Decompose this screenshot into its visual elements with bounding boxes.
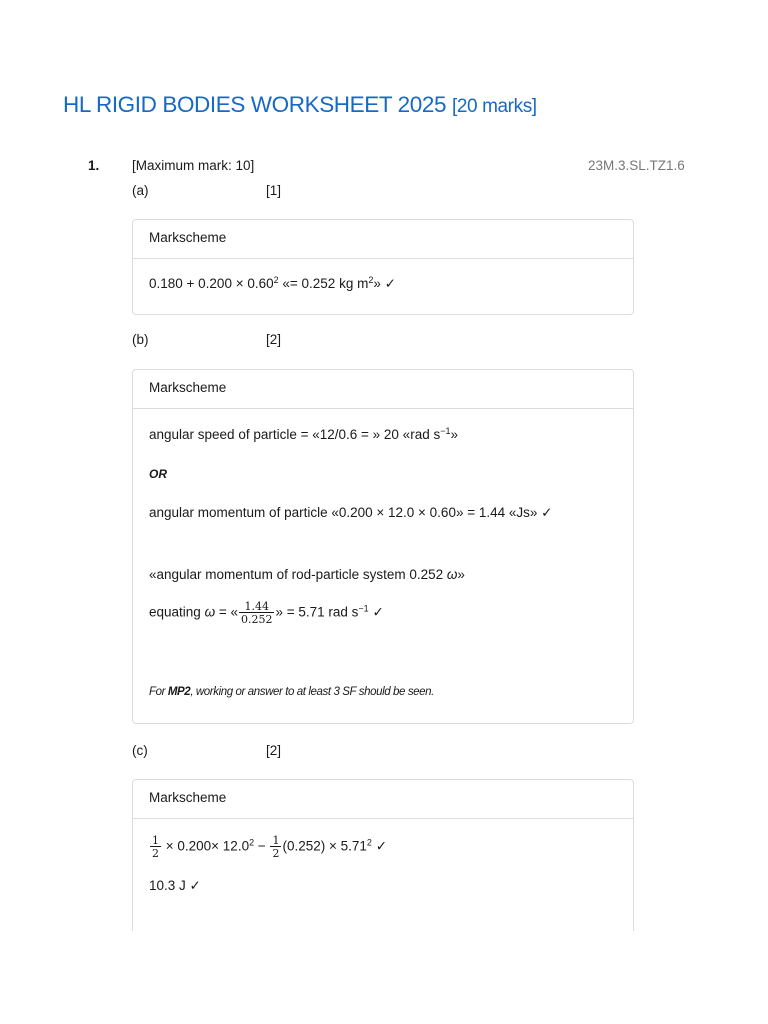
fraction: $\frac{1.44}{0.252}$	[240, 600, 273, 626]
maximum-mark: [Maximum mark: 10]	[132, 158, 255, 173]
markscheme-line: angular speed of particle = «12/0.6 = » 20 «rad $s^{-1}$»	[149, 426, 458, 442]
markscheme-box-c	[132, 779, 634, 939]
markscheme-box-b	[132, 369, 634, 724]
markscheme-line: $\frac{1}{2}$ × $0.200\times 12.0^2$ − $\frac{1}{2}$ $(0.252) \times 5.71^2$ ✓	[152, 834, 387, 860]
markscheme-header: Markscheme	[133, 780, 633, 819]
title-total-marks: [20 marks]	[451, 96, 537, 117]
markscheme-header: Markscheme	[133, 370, 633, 409]
question-reference: 23M.3.SL.TZ1.6	[588, 158, 685, 173]
markscheme-line: $0.180 + 0.200 \times 0.60^2$ «= 0.252 kg $m^2$» ✓	[149, 275, 396, 291]
part-a-label: (a)	[132, 183, 149, 198]
fraction: $\frac{1}{2}$	[152, 834, 159, 860]
markscheme-line: 10.3 J ✓	[149, 878, 201, 893]
markscheme-box-a	[132, 219, 634, 315]
markscheme-line: equating ω = « $\frac{1.44}{0.252}$ » = 5.71 rad $s^{-1}$ ✓	[149, 600, 384, 626]
part-c-label: (c)	[132, 743, 148, 758]
or-separator: OR	[149, 467, 167, 481]
markscheme-line: angular momentum of particle «0.200 × 12.0 × 0.60» = 1.44 «Js» ✓	[149, 505, 553, 520]
part-a-marks: [1]	[266, 183, 282, 198]
title-text: HL RIGID BODIES WORKSHEET 2025	[63, 92, 447, 117]
part-b-label: (b)	[132, 332, 149, 347]
page-title	[63, 92, 537, 118]
markscheme-line: «angular momentum of rod-particle system 0.252 ω»	[149, 567, 465, 582]
question-number: 1.	[88, 158, 100, 173]
part-c-marks: [2]	[266, 743, 282, 758]
markscheme-note: For MP2, working or answer to at least 3 SF should be seen.	[149, 686, 434, 698]
page-bottom-margin	[0, 931, 768, 1024]
part-b-marks: [2]	[266, 332, 282, 347]
fraction: $\frac{1}{2}$	[272, 834, 280, 860]
markscheme-header: Markscheme	[133, 220, 633, 259]
